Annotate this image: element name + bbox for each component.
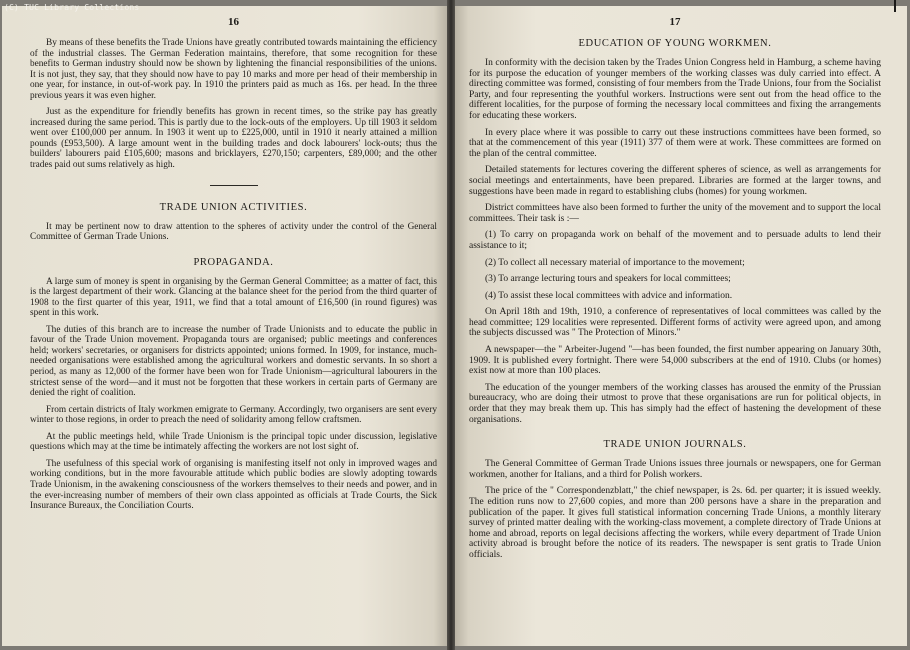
paragraph: Just as the expenditure for friendly benefits has grown in recent times, so the strike pay has greatly increased during the same period. This is partly due to the lock-outs of the employers. Up till 1903 it seldom went over £100,000 per annum. In 1903 it went up to £225,000, until in 1910 it nearly attained a million pounds (£953,500). A large amount went in the building trades and dock labourers' lock-outs; thus the builders' labourers paid £105,600; masons and bricklayers, £270,150; carpenters, £89,000; and the other trades paid out sums relatively as high. [30,107,437,171]
list-item: (1) To carry on propaganda work on behalf of the movement and to persuade adults to lend their assistance to it; [469,230,881,251]
paragraph: The General Committee of German Trade Unions issues three journals or newspapers, one for German workmen, another for Italians, and a third for Polish workers. [469,459,881,480]
paragraph: From certain districts of Italy workmen emigrate to Germany. Accordingly, two organisers are sent every winter to those regions, in order to preach the need of solidarity among fellow craftsmen. [30,404,437,426]
list-item: (4) To assist these local committees with advice and information. [485,290,733,301]
heading-propaganda: PROPAGANDA. [193,256,274,268]
paragraph: At the public meetings held, while Trade Unionism is the principal topic under discussion, legislative questions which may at the time be intimately affecting the workers are not lost sight of. [30,431,437,453]
right-page [455,6,907,646]
paragraph: The education of the younger members of the working classes has aroused the enmity of the Prussian bureaucracy, who are doing their utmost to prove that these organisations are run for political objects, in order that they may break them up. This has simply had the effect of hastening the development of these organisations. [469,382,881,425]
heading-trade-union-activities: TRADE UNION ACTIVITIES. [159,201,308,213]
page-number-right: 17 [669,16,681,28]
page-edge-mark [894,0,896,12]
paragraph: It may be pertinent now to draw attention to the spheres of activity under the control of the General Committee of German Trade Unions. [30,221,437,243]
list-item: (2) To collect all necessary material of importance to the movement; [485,257,745,268]
left-page [2,6,447,646]
collection-watermark: (C) TUC Library Collections [4,3,140,12]
paragraph: The duties of this branch are to increase the number of Trade Unionists and to educate the public in favour of the Trade Union movement. Propaganda tours are organised; public meetings and conferences held; workers' secretaries, or organisers for districts appointed; unions formed. In 1909, for instance, much-needed organisations were established among the agricultural workers and domestic servants. In so short a period, as many as 12,000 of the former have been won for Trade Unionism—agricultural labourers in the strictest sense of the word—and it must not be forgotten that these workers in certain parts of Germany are denied the right of coalition. [30,324,437,399]
paragraph: The price of the " Correspondenzblatt," the chief newspaper, is 2s. 6d. per quarter; it is issued weekly. The edition runs now to 27,600 copies, and more than 200 persons have a share in the preparation and publication of the paper. It gives full statistical information concerning Trade Unions, a monthly literary survey of printed matter dealing with the working-class movement, a complete directory of Trade Unions at home and abroad, reports on legal decisions affecting the workers, while every department of Trade Union activity abroad is brought before the notice of its readers. The newspaper is sent gratis to Trade Union officials. [469,486,881,560]
heading-education-of-young-workmen: EDUCATION OF YOUNG WORKMEN. [578,38,772,49]
section-divider [210,185,258,186]
paragraph: Detailed statements for lectures covering the different spheres of science, as well as arrangements for social meetings and entertainments, have been prepared. Libraries are formed at the larger towns, and suggestions have been made in regard to establishing clubs (homes) for young workmen. [469,165,881,197]
paragraph: A large sum of money is spent in organising by the German General Committee; as a matter of fact, this is the largest department of their work. Glancing at the balance sheet for the period from the third quarter of 1908 to the first quarter of this year, 1911, we find that a total amount of £16,500 (in round figures) was spent in this work. [30,276,437,319]
paragraph: On April 18th and 19th, 1910, a conference of representatives of local committees was called by the head committee; 129 localities were represented. Different forms of activity were agreed upon, and among the subjects discussed was " The Protection of Minors." [469,307,881,339]
paragraph: A newspaper—the " Arbeiter-Jugend "—has been founded, the first number appearing on January 30th, 1909. It is published every fortnight. There were 54,000 subscribers at the end of 1910. Clubs (or homes) exist now at more than 100 places. [469,345,881,377]
paragraph: In every place where it was possible to carry out these instructions committees have been formed, so that at the commencement of this year (1911) 377 of them were at work. These committees are formed on the plan of the central committee. [469,127,881,159]
list-item: (3) To arrange lecturing tours and speakers for local committees; [485,274,731,285]
heading-trade-union-journals: TRADE UNION JOURNALS. [603,439,747,451]
paragraph: By means of these benefits the Trade Unions have greatly contributed towards maintaining the efficiency of the industrial classes. The German Federation maintains, therefore, that some recognition for these benefits to German industry should now be shown by lightening the financial responsibilities of the unions. It is not just, they say, that they should now have to pay 10 marks and more per head of their membership in one year, for instance, in out-of-work pay. In 1910 the printers paid as much as 16s. per head. In the three previous years it was even higher. [30,38,437,101]
paragraph: District committees have also been formed to further the unity of the movement and to support the local committees. Their task is :— [469,203,881,224]
book-gutter [447,0,455,650]
paragraph: The usefulness of this special work of organising is manifesting itself not only in improved wages and working conditions, but in the more favourable attitude which public bodies are slowly adopting towards Trade Unionism, in the awakening consciousness of the workers themselves to their needs and power, and in the ever-increasing number of members of their own class appointed as officials at Trade Courts, the Sick Insurance Bureaux, the Conciliation Courts. [30,458,437,512]
paragraph: In conformity with the decision taken by the Trades Union Congress held in Hamburg, a scheme having for its purpose the education of younger members of the working classes was duly carried into effect. A directing committee was formed, consisting of four members from the Trade Unions, four from the Socialist Party, and four representing the youthful workers. Instructions were sent out from the head office to the different localities, for the purpose of forming the necessary local committees and fixing the arrangements for educating these workers. [469,58,881,121]
page-number-left: 16 [228,16,239,28]
